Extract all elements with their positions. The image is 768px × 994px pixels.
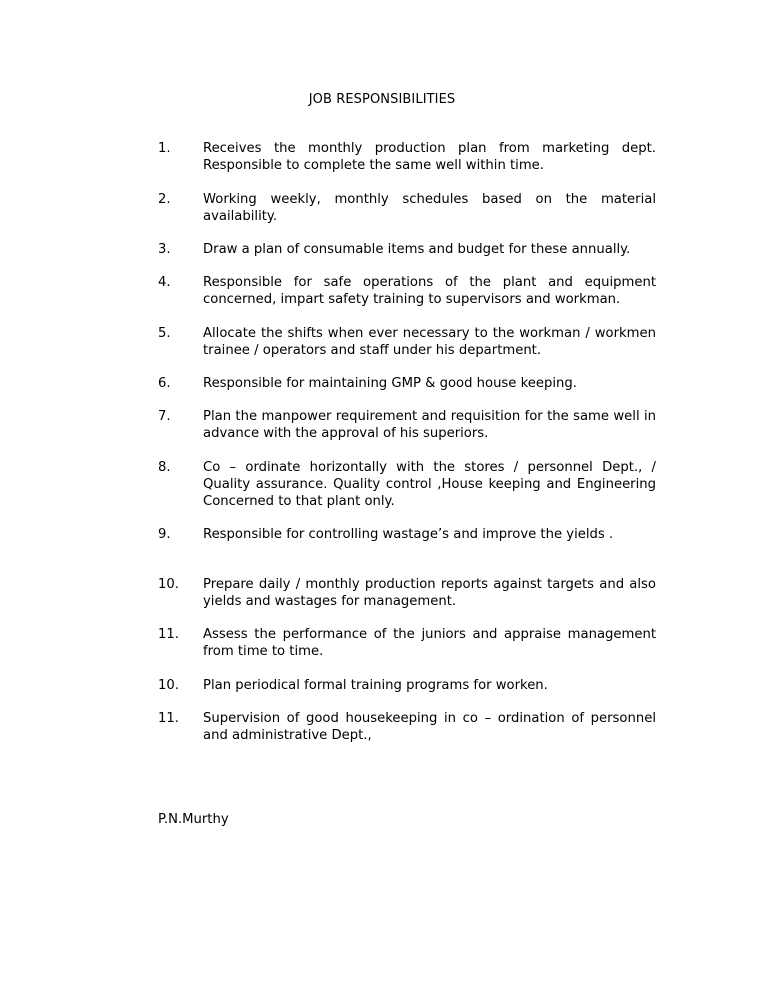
item-text: Responsible for safe operations of the plant and equipment concerned, impart safety training to supervisors and workman. bbox=[203, 275, 656, 307]
list-item bbox=[158, 140, 656, 174]
item-text: Responsible for maintaining GMP & good house keeping. bbox=[203, 376, 577, 391]
list-item bbox=[158, 526, 656, 543]
item-number: 6. bbox=[158, 376, 171, 391]
list-item bbox=[158, 325, 656, 359]
item-text: Working weekly, monthly schedules based on the material availability. bbox=[203, 192, 656, 224]
item-text: Draw a plan of consumable items and budget for these annually. bbox=[203, 242, 631, 257]
list-item bbox=[158, 274, 656, 308]
list-item bbox=[158, 677, 656, 694]
item-text: Plan periodical formal training programs for worken. bbox=[203, 678, 548, 693]
list-item bbox=[158, 408, 656, 442]
signature-name: P.N.Murthy bbox=[158, 812, 229, 827]
list-item bbox=[158, 459, 656, 510]
item-number: 9. bbox=[158, 527, 171, 542]
page-title: JOB RESPONSIBILITIES bbox=[308, 92, 456, 107]
list-item bbox=[158, 710, 656, 744]
item-text: Allocate the shifts when ever necessary to the workman / workmen trainee / operators and staff under his department. bbox=[203, 326, 656, 358]
item-number: 10. bbox=[158, 678, 179, 693]
item-text: Responsible for controlling wastage’s and improve the yields . bbox=[203, 527, 614, 542]
item-text: Prepare daily / monthly production reports against targets and also yields and wastages for management. bbox=[203, 577, 656, 609]
item-number: 11. bbox=[158, 711, 179, 726]
list-item bbox=[158, 576, 656, 610]
list-item bbox=[158, 191, 656, 225]
item-text: Supervision of good housekeeping in co – ordination of personnel and administrative Dept., bbox=[203, 711, 656, 743]
list-item bbox=[158, 626, 656, 660]
item-text: Plan the manpower requirement and requisition for the same well in advance with the approval of his superiors. bbox=[203, 409, 656, 441]
item-text: Co – ordinate horizontally with the stores / personnel Dept., / Quality assurance. Quality control ,House keeping and Engineering Concerned to that plant only. bbox=[203, 460, 656, 509]
item-text: Receives the monthly production plan from marketing dept. Responsible to complete the same well within time. bbox=[203, 141, 656, 173]
item-number: 5. bbox=[158, 326, 171, 341]
list-item bbox=[158, 375, 656, 392]
item-text: Assess the performance of the juniors and appraise management from time to time. bbox=[203, 627, 656, 659]
item-number: 7. bbox=[158, 409, 171, 424]
item-number: 8. bbox=[158, 460, 171, 475]
item-number: 1. bbox=[158, 141, 171, 156]
item-number: 4. bbox=[158, 275, 171, 290]
item-number: 11. bbox=[158, 627, 179, 642]
list-item bbox=[158, 241, 656, 258]
item-number: 10. bbox=[158, 577, 179, 592]
item-number: 2. bbox=[158, 192, 171, 207]
item-number: 3. bbox=[158, 242, 171, 257]
